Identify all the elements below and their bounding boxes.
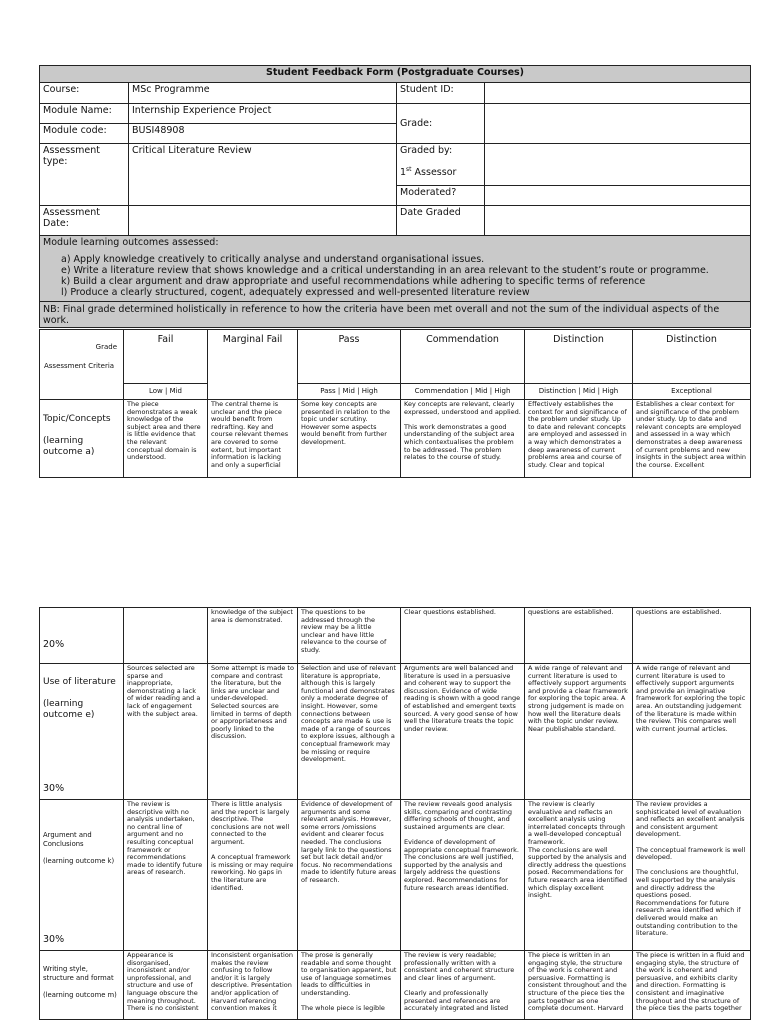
grade-header: Grade [95, 343, 117, 351]
student-id-field[interactable] [485, 83, 751, 104]
course-label: Course: [40, 83, 129, 104]
rubric-cell: Sources selected are sparse and inappropriate, demonstrating a lack of wider reading and a lack of engagement with the subject area. [124, 664, 208, 800]
module-name-value: Internship Experience Project [129, 104, 397, 124]
outcome-item: k) Build a clear argument and draw appropriate and useful recommendations while adhering to specific terms of reference [61, 276, 646, 287]
rubric-cell: Key concepts are relevant, clearly expressed, understood and applied. This work demonstrates a good understanding of the subject area which contextualises the problem to be addressed. The problem relates to the course of study. [401, 400, 525, 478]
rubric-cell: A wide range of relevant and current literature is used to effectively support arguments and provide an imaginative framework for exploring the topic area. An outstanding judgement of the literature is made within the review. This compares well with current journal articles. [633, 664, 751, 800]
band-fail: Low | Mid [124, 384, 208, 400]
criterion-topic-concepts: Topic/Concepts (learning outcome a) [40, 400, 124, 478]
student-id-label: Student ID: [397, 83, 485, 104]
rubric-cell: The review is very readable; professionally written with a consistent and coherent structure and clear lines of argument. Clearly and professionally presented and references are accurately integrated and listed [401, 951, 525, 1020]
outcome-item: l) Produce a clearly structured, cogent, adequately expressed and well-presented literature review [61, 287, 530, 298]
level-commendation: Commendation [401, 330, 525, 384]
level-marginal-fail: Marginal Fail [208, 330, 298, 400]
module-name-label: Module Name: [40, 104, 129, 124]
assessment-date-field[interactable] [129, 206, 397, 236]
outcomes-heading: Module learning outcomes assessed: [43, 237, 219, 248]
assessment-type-label: Assessment type: [40, 144, 129, 206]
rubric-table-bottom [39, 607, 751, 1020]
criterion-use-of-literature-cell [40, 664, 124, 800]
rubric-cell: Some attempt is made to compare and contrast the literature, but the links are unclear and under-developed. Selected sources are limited in terms of depth or appropriateness and poorly linked to the discussion. [208, 664, 298, 800]
graded-by-cell [397, 144, 485, 186]
band-exceptional: Exceptional [633, 384, 751, 400]
rubric-cell: A wide range of relevant and current literature is used to effectively support arguments and provide a clear framework for exploring the topic area. A strong judgement is made on how well the literature deals with the topic under review. Near publishable standard. [525, 664, 633, 800]
grade-criteria-header [40, 330, 124, 400]
rubric-cell: Clear questions established. [401, 608, 525, 664]
rubric-cell: Effectively establishes the context for and significance of the problem under study. Up to date and relevant concepts are employed and assessed in a way which demonstrates a deep awareness of current problems area and course of study. Clear and topical [525, 400, 633, 478]
feedback-form-header [39, 65, 751, 328]
weight-value: 20% [43, 639, 65, 651]
form-title: Student Feedback Form (Postgraduate Courses) [40, 66, 751, 83]
module-code-value: BUSI48908 [129, 124, 397, 144]
rubric-cell: The review is clearly evaluative and reflects an excellent analysis using interrelated concepts through a well-developed conceptual framework. The conclusions are well supported by the analysis and directly address the questions posed. Recommendations for future research area identified which display excellent insight. [525, 800, 633, 951]
rubric-cell: The prose is generally readable and some thought to organisation apparent, but use of language sometimes leads to difficulties in understanding. The whole piece is legible [298, 951, 401, 1020]
assessment-date-label: Assessment Date: [40, 206, 129, 236]
rubric-cell: Inconsistent organisation makes the review confusing to follow and/or it is largely descriptive. Presentation and/or application of Harvard referencing convention makes it [208, 951, 298, 1020]
criterion-writing-style: Writing style, structure and format (learning outcome m) [40, 951, 124, 1020]
rubric-cell: The piece is written in an engaging style, the structure of the work is coherent and persuasive. Formatting is consistent throughout and the structure of the piece ties the parts together as one complete document. Harvard [525, 951, 633, 1020]
rubric-cell: The piece is written in a fluid and engaging style, the structure of the work is coherent and persuasive, and exhibits clarity and direction. Formatting is consistent and imaginative throughout and the structure of the piece ties the parts together [633, 951, 751, 1020]
rubric-cell: Establishes a clear context for and significance of the problem under study. Up to date and relevant concepts are employed and assessed in a way which demonstrates a deep awareness of current problems and new insights in the subject area within the course. Excellent [633, 400, 751, 478]
criteria-header: Assessment Criteria [44, 362, 115, 370]
date-graded-label: Date Graded [397, 206, 485, 236]
course-value: MSc Programme [129, 83, 397, 104]
rubric-table-top [39, 329, 751, 478]
rubric-cell: Appearance is disorganised, inconsistent and/or unprofessional, and structure and use of language obscure the meaning throughout. There is no consistent [124, 951, 208, 1020]
outcome-item: e) Write a literature review that shows knowledge and a critical understanding in an area relevant to the student’s route or programme. [61, 265, 709, 276]
assessment-type-value: Critical Literature Review [129, 144, 397, 206]
rubric-cell: There is little analysis and the report is largely descriptive. The conclusions are not well connected to the argument. A conceptual framework is missing or may require reworking. No gaps in the literature are identified. [208, 800, 298, 951]
module-code-label: Module code: [40, 124, 129, 144]
rubric-cell: Selection and use of relevant literature is appropriate, although this is largely functional and demonstrates only a moderate degree of insight. However, some connections between concepts are made & use is made of a range of sources to explore issues, although a conceptual framework may be missing or require development. [298, 664, 401, 800]
band-pass: Pass | Mid | High [298, 384, 401, 400]
criterion-use-of-literature: Use of literature (learning outcome e) [43, 677, 116, 720]
rubric-cell: Some key concepts are presented in relation to the topic under scrutiny. However some aspects would benefit from further development. [298, 400, 401, 478]
criterion-argument-cell [40, 800, 124, 951]
rubric-cell: knowledge of the subject area is demonstrated. [208, 608, 298, 664]
rubric-cell: The central theme is unclear and the piece would benefit from redrafting. Key and course relevant themes are covered to some extent, but important information is lacking and only a superficial [208, 400, 298, 478]
graded-by-label: Graded by: [400, 145, 453, 156]
assessor-label: 1st Assessor [400, 166, 457, 179]
rubric-cell: Evidence of development of arguments and some relevant analysis. However, some errors /omissions evident and clearer focus needed. The conclusions largely link to the questions set but lack detail and/or focus. No recommendations made to identify future areas of research. [298, 800, 401, 951]
weight-value: 30% [43, 934, 65, 946]
band-commendation: Commendation | Mid | High [401, 384, 525, 400]
grade-field[interactable] [485, 104, 751, 144]
moderated-label: Moderated? [397, 186, 485, 206]
criterion-argument-conclusions: Argument and Conclusions (learning outcome k) [43, 831, 115, 865]
nb-note: NB: Final grade determined holistically in reference to how the criteria have been met overall and not the sum of the individual aspects of the work. [40, 302, 751, 328]
weight-value: 30% [43, 783, 65, 795]
moderated-field[interactable] [485, 186, 751, 206]
rubric-cell: The questions to be addressed through the review may be a little unclear and have little relevance to the course of study. [298, 608, 401, 664]
learning-outcomes [40, 236, 751, 302]
rubric-cell: The review reveals good analysis skills, comparing and contrasting differing schools of thought, and sustained arguments are clear. Evidence of development of appropriate conceptual framework. The conclusions are well justified, supported by the analysis and largely address the questions explored. Recommendations for future research areas identified. [401, 800, 525, 951]
rubric-cell: The review provides a sophisticated level of evaluation and reflects an excellent analysis and consistent argument development. The conceptual framework is well developed. The conclusions are thoughtful, well supported by the analysis and directly address the questions posed. Recommendations for future research area identified which if delivered would make an outstanding contribution to the literature. [633, 800, 751, 951]
date-graded-field[interactable] [485, 206, 751, 236]
level-distinction-exceptional: Distinction [633, 330, 751, 384]
criterion-topic-weight [40, 608, 124, 664]
rubric-cell: questions are established. [633, 608, 751, 664]
graded-by-field[interactable] [485, 144, 751, 186]
outcome-item: a) Apply knowledge creatively to critically analyse and understand organisational issues. [61, 254, 485, 265]
grade-label: Grade: [397, 104, 485, 144]
rubric-cell: The review is descriptive with no analysis undertaken, no central line of argument and no resulting conceptual framework or recommendations made to identify future areas of research. [124, 800, 208, 951]
band-distinction: Distinction | Mid | High [525, 384, 633, 400]
rubric-cell: Arguments are well balanced and literature is used in a persuasive and coherent way to support the discussion. Evidence of wide reading is shown with a good range of established and emergent texts sourced. A very good sense of how well the literature treats the topic under review. [401, 664, 525, 800]
level-pass: Pass [298, 330, 401, 384]
rubric-cell: The piece demonstrates a weak knowledge of the subject area and there is little evidence that the relevant conceptual domain is understood. [124, 400, 208, 478]
rubric-cell: questions are established. [525, 608, 633, 664]
rubric-cell [124, 608, 208, 664]
level-fail: Fail [124, 330, 208, 384]
level-distinction: Distinction [525, 330, 633, 384]
